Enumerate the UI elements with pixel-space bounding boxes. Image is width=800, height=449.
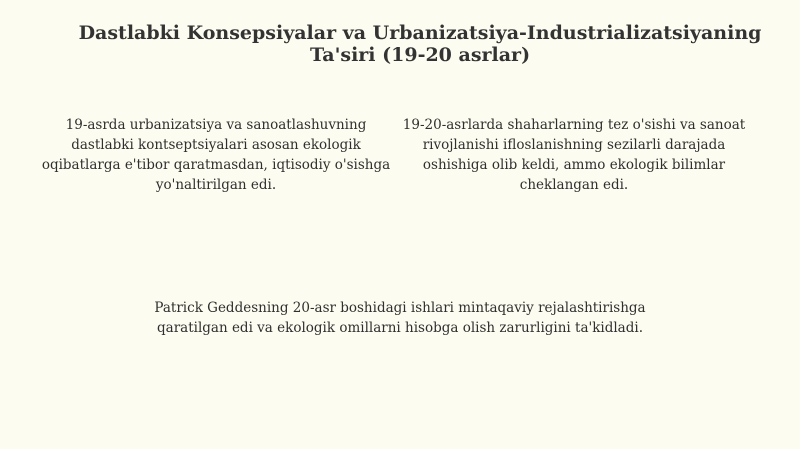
slide-title: Dastlabki Konsepsiyalar va Urbanizatsiya-Industrializatsiyaning Ta'siri (19-20 asrlar) (78, 22, 762, 66)
right-paragraph: 19-20-asrlarda shaharlarning tez o'sishi va sanoat rivojlanishi ifloslanishning sezilarli darajada oshishiga olib keldi, ammo ekologik bilimlar cheklangan edi. (402, 117, 746, 193)
bottom-paragraph: Patrick Geddesning 20-asr boshidagi ishlari mintaqaviy rejalashtirishga qaratilgan edi va ekologik omillarni hisobga olish zarurligini ta'kidladi. (154, 300, 646, 336)
left-paragraph: 19-asrda urbanizatsiya va sanoatlashuvning dastlabki kontseptsiyalari asosan ekologik oqibatlarga e'tibor qaratmasdan, iqtisodiy o'sishga yo'naltirilgan edi. (41, 117, 391, 193)
